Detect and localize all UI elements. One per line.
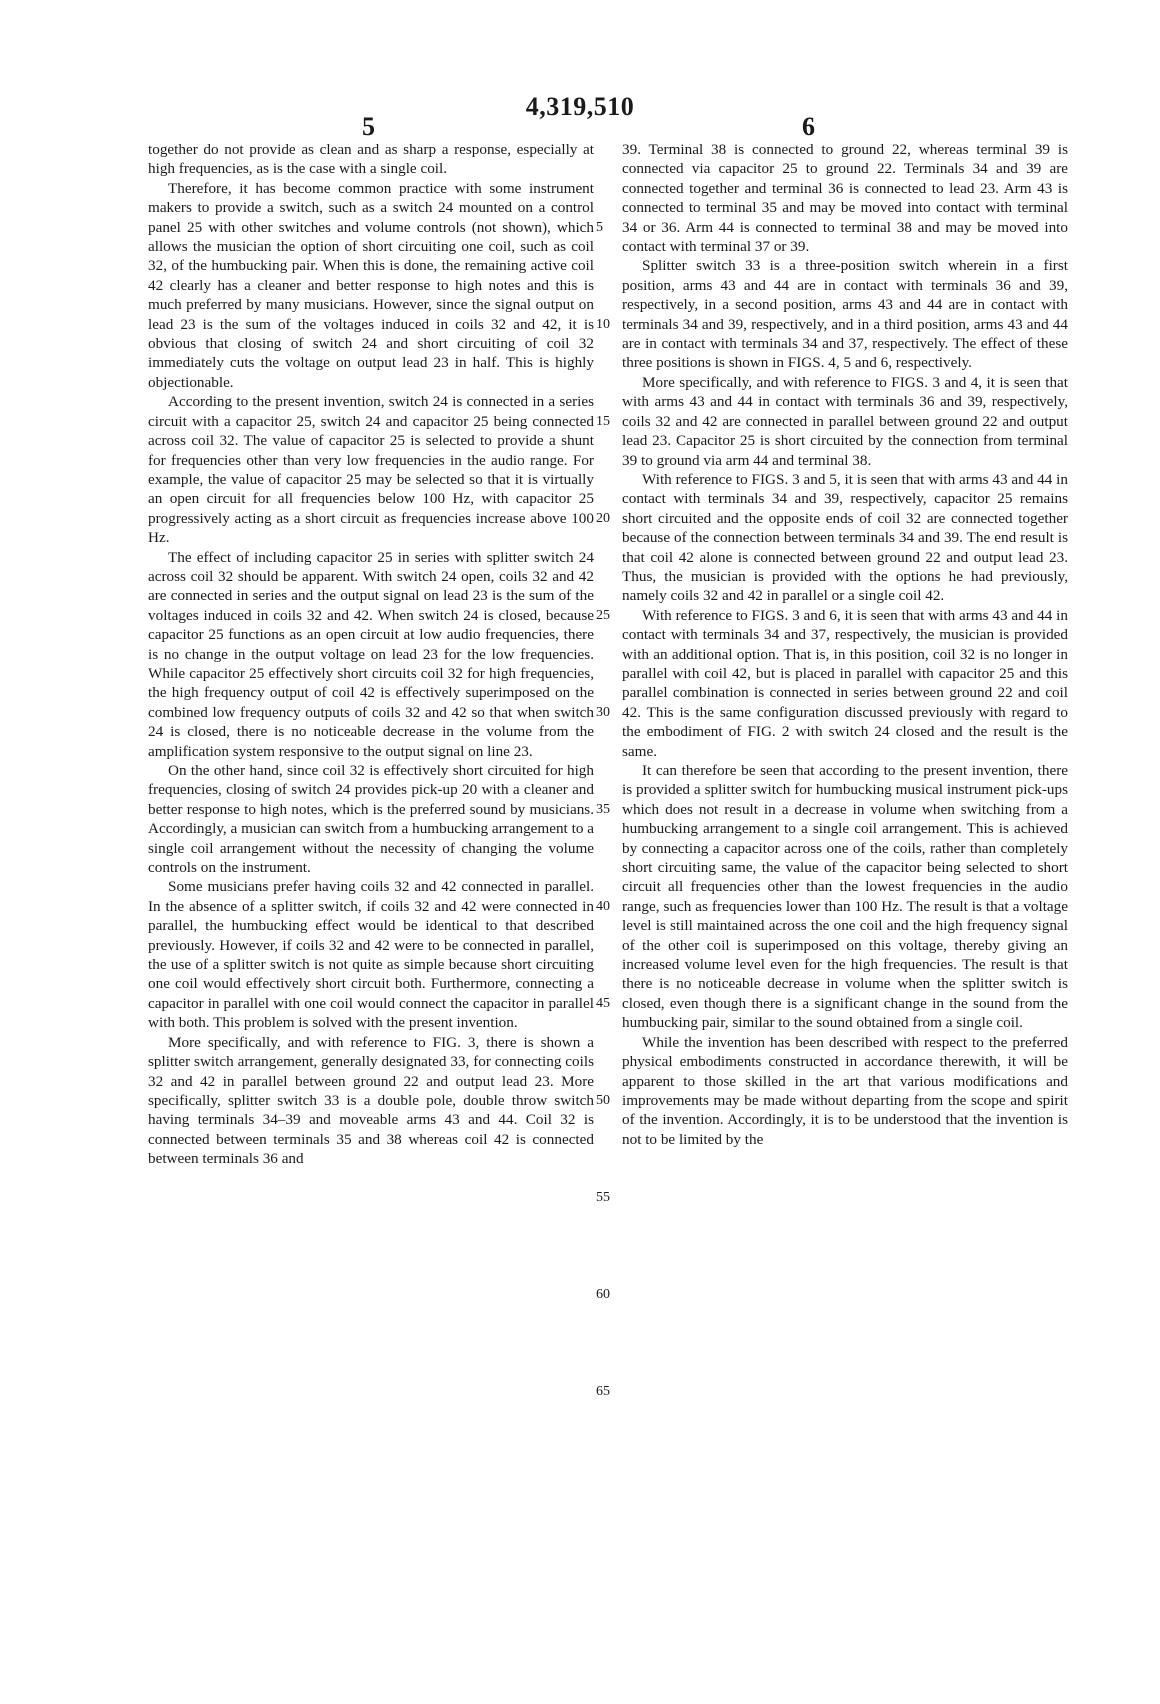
paragraph: 39. Terminal 38 is connected to ground 22, whereas terminal 39 is connected via capacitor 25 to ground 22. Terminals 34 and 39 are connected together and terminal 36 is connected to lead 23. Arm 43 is connected to terminal 35 and may be moved into contact with terminal 34 or 36. Arm 44 is connected to terminal 38 and may be moved into contact with terminal 37 or 39.: [622, 141, 1068, 256]
line-number: 55: [596, 1189, 610, 1205]
paragraph: According to the present invention, switch 24 is connected in a series circuit with a capacitor 25, switch 24 and capacitor 25 being connected across coil 32. The value of capacitor 25 is selected to provide a shunt for frequencies other than very low frequencies in the audio range. For example, the value of capacitor 25 may be selected so that it is virtually an open circuit for all frequencies below 100 Hz, with capacitor 25 progressively acting as a short circuit as frequencies increase above 100 Hz.: [148, 393, 594, 547]
paragraph: More specifically, and with reference to FIGS. 3 and 4, it is seen that with arms 43 and 44 in contact with terminals 36 and 39, respectively, coils 32 and 42 are connected in parallel between ground 22 and output lead 23. Capacitor 25 is short circuited by the connection from terminal 39 to ground via arm 44 and terminal 38.: [622, 373, 1068, 469]
line-number: 10: [596, 316, 610, 332]
paragraph: Therefore, it has become common practice with some instrument makers to provide a switch, such as a switch 24 mounted on a control panel 25 with other switches and volume controls (not shown), which allows the musician the option of short circuiting one coil, such as coil 32, of the humbucking pair. When this is done, the remaining active coil 42 clearly has a cleaner and better response to high notes and this is much preferred by many musicians. However, since the signal output on lead 23 is the sum of the voltages induced in coils 32 and 42, it is obvious that closing of switch 24 and short circuiting of coil 32 immediately cuts the voltage on output lead 23 in half. This is highly objectionable.: [148, 179, 594, 391]
paragraph: The effect of including capacitor 25 in series with splitter switch 24 across coil 32 should be apparent. With switch 24 open, coils 32 and 42 are connected in series and the output signal on lead 23 is the sum of the voltages induced in coils 32 and 42. When switch 24 is closed, because capacitor 25 functions as an open circuit at low audio frequencies, there is no change in the output voltage on lead 23 for the low frequencies. While capacitor 25 effectively short circuits coil 32 for high frequencies, the high frequency output of coil 42 is effectively superimposed on the combined low frequency outputs of coils 32 and 42 so that when switch 24 is closed, there is no noticeable decrease in the volume from the amplification system responsive to the output signal on line 23.: [148, 548, 594, 760]
line-number: 65: [596, 1383, 610, 1399]
line-number: 60: [596, 1286, 610, 1302]
line-number: 25: [596, 607, 610, 623]
line-number: 35: [596, 801, 610, 817]
patent-number: 4,319,510: [525, 92, 635, 121]
line-number: 15: [596, 413, 610, 429]
line-number: 45: [596, 995, 610, 1011]
paragraph: While the invention has been described with respect to the preferred physical embodiments constructed in accordance therewith, it will be apparent to those skilled in the art that various modifications and improvements may be made without departing from the scope and spirit of the invention. Accordingly, it is to be understood that the invention is not to be limited by the: [622, 1033, 1068, 1148]
text-column-right: [622, 140, 1068, 1149]
page-number-right: 6: [802, 112, 815, 141]
paragraph: With reference to FIGS. 3 and 5, it is seen that with arms 43 and 44 in contact with terminals 34 and 39, respectively, capacitor 25 remains short circuited and the opposite ends of coil 32 are connected together because of the connection between terminals 34 and 39. The end result is that coil 42 alone is connected between ground 22 and output lead 23. Thus, the musician is provided with the options he had previously, namely coils 32 and 42 in parallel or a single coil 42.: [622, 470, 1068, 605]
page-number-left: 5: [362, 112, 375, 141]
paragraph: Some musicians prefer having coils 32 and 42 connected in parallel. In the absence of a splitter switch, if coils 32 and 42 were connected in parallel, the humbucking effect would be identical to that described previously. However, if coils 32 and 42 were to be connected in parallel, the use of a splitter switch is not quite as simple because short circuiting one coil would effectively short circuit both. Furthermore, connecting a capacitor in parallel with one coil would connect the capacitor in parallel with both. This problem is solved with the present invention.: [148, 878, 594, 1032]
paragraph: On the other hand, since coil 32 is effectively short circuited for high frequencies, closing of switch 24 provides pick-up 20 with a cleaner and better response to high notes, which is the preferred sound by musicians. Accordingly, a musician can switch from a humbucking arrangement to a single coil arrangement without the necessity of changing the volume controls on the instrument.: [148, 762, 594, 877]
paragraph: Splitter switch 33 is a three-position switch wherein in a first position, arms 43 and 44 are in contact with terminals 36 and 39, respectively, in a second position, arms 43 and 44 are in contact with terminals 34 and 39, respectively, and in a third position, arms 43 and 44 are in contact with terminals 34 and 37, respectively. The effect of these three positions is shown in FIGS. 4, 5 and 6, respectively.: [622, 257, 1068, 372]
paragraph: More specifically, and with reference to FIG. 3, there is shown a splitter switch arrangement, generally designated 33, for connecting coils 32 and 42 in parallel between ground 22 and output lead 23. More specifically, splitter switch 33 is a double pole, double throw switch having terminals 34–39 and moveable arms 43 and 44. Coil 32 is connected between terminals 35 and 38 whereas coil 42 is connected between terminals 36 and: [148, 1033, 594, 1168]
paragraph: With reference to FIGS. 3 and 6, it is seen that with arms 43 and 44 in contact with terminals 34 and 37, respectively, the musician is provided with an additional option. That is, in this position, coil 32 is no longer in parallel with coil 42, but is placed in parallel with capacitor 25 and this parallel combination is connected in series between ground 22 and coil 42. This is the same configuration discussed previously with regard to the embodiment of FIG. 2 with switch 24 closed and the result is the same.: [622, 606, 1068, 760]
line-number: 30: [596, 704, 610, 720]
text-column-left: [148, 140, 594, 1169]
line-number: 40: [596, 898, 610, 914]
line-number: 5: [596, 219, 603, 235]
line-number: 50: [596, 1092, 610, 1108]
paragraph: It can therefore be seen that according to the present invention, there is provided a splitter switch for humbucking musical instrument pick-ups which does not result in a decrease in volume when switching from a humbucking arrangement to a single coil arrangement. This is achieved by connecting a capacitor across one of the coils, rather than completely short circuiting same, the value of the capacitor being selected to short circuit all frequencies other than the lowest frequencies in the audio range, such as frequencies lower than 100 Hz. The result is that a voltage level is still maintained across the one coil and the high frequency signal of the other coil is superimposed on this voltage, thereby giving an increased volume level even for the high frequencies. The result is that there is no noticeable decrease in volume when the splitter switch is closed, even though there is a significant change in the sound from the humbucking pair, similar to the sound obtained from a single coil.: [622, 762, 1068, 1032]
line-number: 20: [596, 510, 610, 526]
paragraph: together do not provide as clean and as sharp a response, especially at high frequencies, as is the case with a single coil.: [148, 141, 594, 178]
